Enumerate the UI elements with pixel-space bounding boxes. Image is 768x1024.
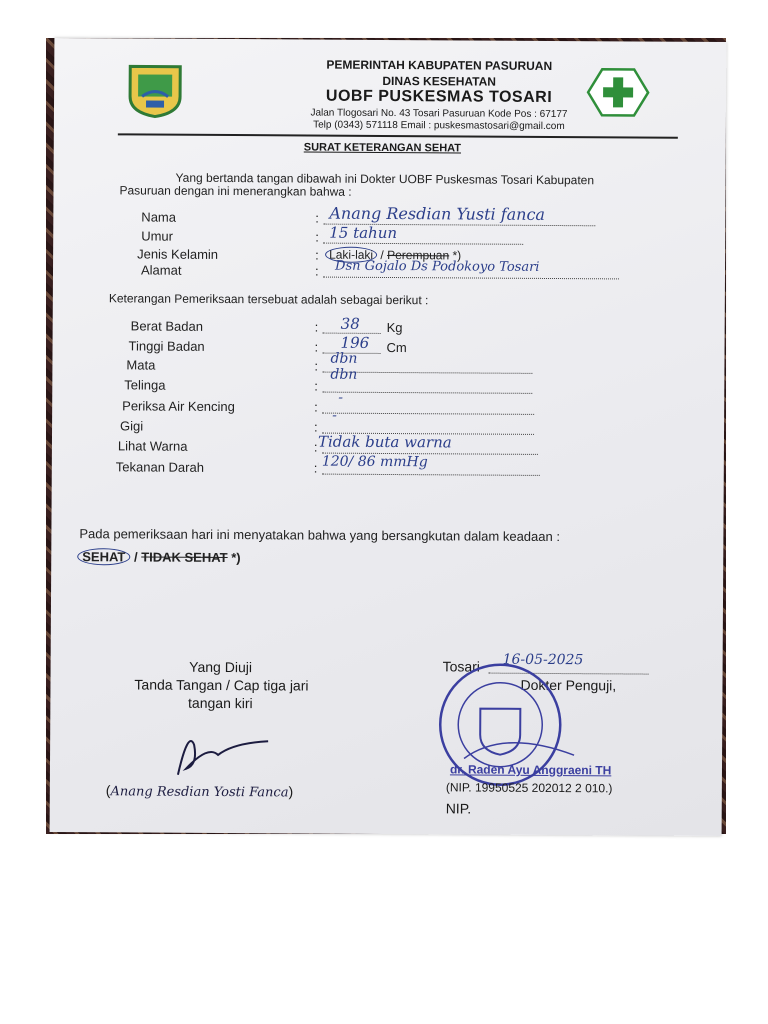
regency-emblem-logo bbox=[124, 60, 186, 118]
name-label: Nama bbox=[141, 209, 177, 225]
gender-option-female: Perempuan bbox=[387, 247, 450, 263]
header-divider bbox=[118, 133, 678, 138]
header-contact: Telp (0343) 571118 Email : puskesmastosari@gmail.com bbox=[313, 119, 565, 133]
colon: : bbox=[314, 339, 319, 355]
examinee-instruction: Tanda Tangan / Cap tiga jari bbox=[134, 676, 309, 694]
status-healthy: SEHAT bbox=[77, 548, 130, 565]
eye-label: Mata bbox=[126, 357, 156, 373]
gender-option-male: Laki-laki bbox=[325, 247, 377, 263]
colon: : bbox=[315, 247, 319, 263]
examiner-role: Dokter Penguji, bbox=[520, 676, 617, 694]
header-institution: UOBF PUSKESMAS TOSARI bbox=[325, 87, 553, 106]
examinee-name: Anang Resdian Yosti Fanca bbox=[110, 784, 289, 801]
examinee-signature bbox=[158, 725, 278, 786]
age-value: 15 tahun bbox=[329, 223, 398, 243]
exam-intro: Keterangan Pemeriksaan tersebuat adalah sebagai berikut : bbox=[108, 291, 429, 308]
document-title: SURAT KETERANGAN SEHAT bbox=[303, 141, 462, 155]
health-cross-logo bbox=[586, 67, 650, 117]
document-page bbox=[50, 38, 727, 836]
colon: : bbox=[314, 263, 319, 279]
signing-place: Tosari bbox=[442, 658, 481, 675]
colon: : bbox=[313, 439, 318, 455]
header-department: DINAS KESEHATAN bbox=[382, 73, 496, 89]
weight-unit: Kg bbox=[386, 319, 403, 336]
gender-label: Jenis Kelamin bbox=[137, 246, 219, 262]
header-address: Jalan Tlogosari No. 43 Tosari Pasuruan Kode Pos : 67177 bbox=[310, 107, 568, 121]
examiner-name: dr. Raden Ayu Anggraeni TH bbox=[449, 762, 612, 778]
height-value: 196 bbox=[340, 333, 370, 352]
colon: : bbox=[315, 210, 320, 226]
address-value: Dsn Gojalo Ds Podokoyo Tosari bbox=[334, 258, 540, 275]
health-status: SEHAT / TIDAK SEHAT *) bbox=[77, 549, 240, 565]
examiner-nip-line: (NIP. 19950525 202012 2 010.) bbox=[445, 780, 613, 796]
blood-pressure-value: 120/ 86 mmHg bbox=[321, 453, 428, 471]
signing-date: 16-05-2025 bbox=[502, 651, 584, 669]
eye-value: dbn bbox=[330, 350, 358, 367]
height-label: Tinggi Badan bbox=[128, 338, 205, 354]
ear-value: dbn bbox=[330, 366, 358, 383]
address-label: Alamat bbox=[140, 262, 182, 278]
blood-pressure-label: Tekanan Darah bbox=[115, 459, 205, 475]
nip-label: NIP. bbox=[445, 800, 472, 817]
intro-line-1: Yang bertanda tangan dibawah ini Dokter UOBF Puskesmas Tosari Kabupaten bbox=[175, 170, 595, 188]
urine-label: Periksa Air Kencing bbox=[122, 398, 235, 415]
ear-label: Telinga bbox=[124, 377, 166, 393]
status-unhealthy: TIDAK SEHAT bbox=[141, 549, 228, 566]
conclusion-statement: Pada pemeriksaan hari ini menyatakan bahwa yang bersangkutan dalam keadaan : bbox=[79, 526, 561, 545]
weight-label: Berat Badan bbox=[130, 318, 203, 334]
colon: : bbox=[313, 460, 318, 476]
examinee-name-line: (Anang Resdian Yosti Fanca) bbox=[105, 782, 294, 801]
colon: : bbox=[314, 378, 318, 394]
teeth-label: Gigi bbox=[120, 418, 144, 434]
color-vision-value: Tidak buta warna bbox=[317, 432, 452, 452]
urine-value: - bbox=[338, 389, 344, 406]
examinee-title: Yang Diuji bbox=[189, 658, 253, 676]
examiner-nip: NIP. 19950525 202012 2 010 bbox=[449, 780, 606, 796]
color-vision-label: Lihat Warna bbox=[117, 438, 188, 454]
age-label: Umur bbox=[141, 228, 174, 244]
height-unit: Cm bbox=[386, 339, 407, 356]
examinee-instruction-2: tangan kiri bbox=[188, 694, 253, 712]
colon: : bbox=[314, 399, 318, 415]
intro-line-2: Pasuruan dengan ini menerangkan bahwa : bbox=[119, 183, 352, 199]
name-value: Anang Resdian Yusti fanca bbox=[329, 203, 546, 224]
gender-options: Laki-laki / Perempuan *) bbox=[325, 248, 461, 263]
teeth-value: - bbox=[332, 407, 337, 424]
colon: : bbox=[315, 229, 319, 245]
weight-value: 38 bbox=[340, 314, 360, 333]
colon: : bbox=[314, 419, 318, 435]
dotted-line bbox=[322, 401, 534, 415]
header-government: PEMERINTAH KABUPATEN PASURUAN bbox=[326, 57, 553, 73]
colon: : bbox=[314, 319, 319, 335]
colon: : bbox=[314, 358, 319, 374]
